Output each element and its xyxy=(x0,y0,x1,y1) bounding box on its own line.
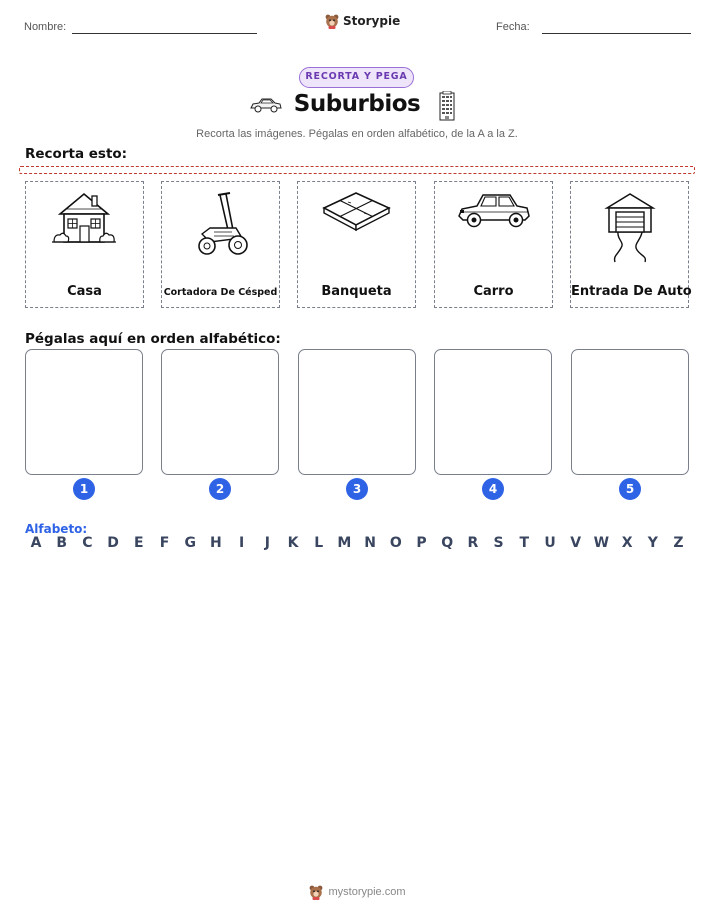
alphabet-letter: E xyxy=(134,535,144,551)
driveway-icon xyxy=(571,182,688,282)
slot-number-3: 3 xyxy=(346,478,368,500)
alphabet-row xyxy=(26,535,696,555)
alphabet-letter: C xyxy=(82,535,93,551)
alphabet-letter: Y xyxy=(647,535,658,551)
building-icon xyxy=(438,91,456,125)
card-label-car: Carro xyxy=(473,284,514,299)
bear-icon xyxy=(324,13,340,29)
alphabet-letter: O xyxy=(389,535,402,551)
paste-slot-5[interactable] xyxy=(571,349,689,475)
alphabet-letter: P xyxy=(416,535,427,551)
alphabet-letter: V xyxy=(570,535,582,551)
brand-logo xyxy=(324,13,400,29)
alphabet-letter: K xyxy=(287,535,299,551)
alphabet-letter: U xyxy=(544,535,556,551)
date-label: Fecha: xyxy=(496,21,530,33)
alphabet-letter: A xyxy=(30,535,42,551)
alphabet-letter: Q xyxy=(441,535,454,551)
alphabet-letter: T xyxy=(519,535,530,551)
footer xyxy=(0,884,714,900)
card-label-lawn-mower: Cortadora De Césped xyxy=(163,287,278,298)
alphabet-letter: D xyxy=(107,535,119,551)
lawn-mower-icon xyxy=(162,182,279,282)
alphabet-letter: R xyxy=(467,535,479,551)
footer-link[interactable]: mystorypie.com xyxy=(328,886,406,898)
card-label-house: Casa xyxy=(67,284,102,299)
sidewalk-icon xyxy=(298,182,415,282)
name-line[interactable] xyxy=(72,33,257,34)
cut-card-house[interactable] xyxy=(25,181,144,308)
alphabet-letter: B xyxy=(56,535,68,551)
alphabet-letter: L xyxy=(314,535,324,551)
alphabet-letter: Z xyxy=(673,535,684,551)
alphabet-letter: F xyxy=(159,535,170,551)
cut-card-driveway[interactable] xyxy=(570,181,692,308)
paste-heading: Pégalas aquí en orden alfabético: xyxy=(25,331,281,347)
activity-badge: RECORTA Y PEGA xyxy=(299,67,414,88)
alphabet-letter: X xyxy=(621,535,633,551)
instructions: Recorta las imágenes. Pégalas en orden alfabético, de la A a la Z. xyxy=(196,128,518,140)
alphabet-letter: I xyxy=(238,535,245,551)
brand-name: Storypie xyxy=(343,14,401,28)
cut-card-lawn-mower[interactable] xyxy=(161,181,280,308)
page-title: Suburbios xyxy=(293,91,421,117)
name-label: Nombre: xyxy=(24,21,67,33)
cut-card-sidewalk[interactable] xyxy=(297,181,416,308)
slot-number-2: 2 xyxy=(209,478,231,500)
bear-icon xyxy=(308,884,324,900)
car-icon xyxy=(435,182,552,282)
alphabet-letter: S xyxy=(493,535,504,551)
slot-number-1: 1 xyxy=(73,478,95,500)
paste-slot-4[interactable] xyxy=(434,349,552,475)
house-icon xyxy=(26,182,143,282)
alphabet-letter: H xyxy=(210,535,222,551)
alphabet-letter: M xyxy=(337,535,352,551)
paste-slot-3[interactable] xyxy=(298,349,416,475)
cut-heading: Recorta esto: xyxy=(25,146,128,162)
alphabet-letter: N xyxy=(364,535,376,551)
alphabet-letter: G xyxy=(184,535,196,551)
card-label-sidewalk: Banqueta xyxy=(321,284,392,299)
slot-number-5: 5 xyxy=(619,478,641,500)
alphabet-heading: Alfabeto: xyxy=(25,522,88,536)
date-line[interactable] xyxy=(542,33,691,34)
slot-number-4: 4 xyxy=(482,478,504,500)
alphabet-letter: W xyxy=(593,535,610,551)
paste-slot-2[interactable] xyxy=(161,349,279,475)
paste-slot-1[interactable] xyxy=(25,349,143,475)
cut-line xyxy=(19,166,695,174)
alphabet-letter: J xyxy=(264,535,270,551)
card-label-driveway: Entrada De Auto xyxy=(571,284,692,299)
cut-card-car[interactable] xyxy=(434,181,553,308)
